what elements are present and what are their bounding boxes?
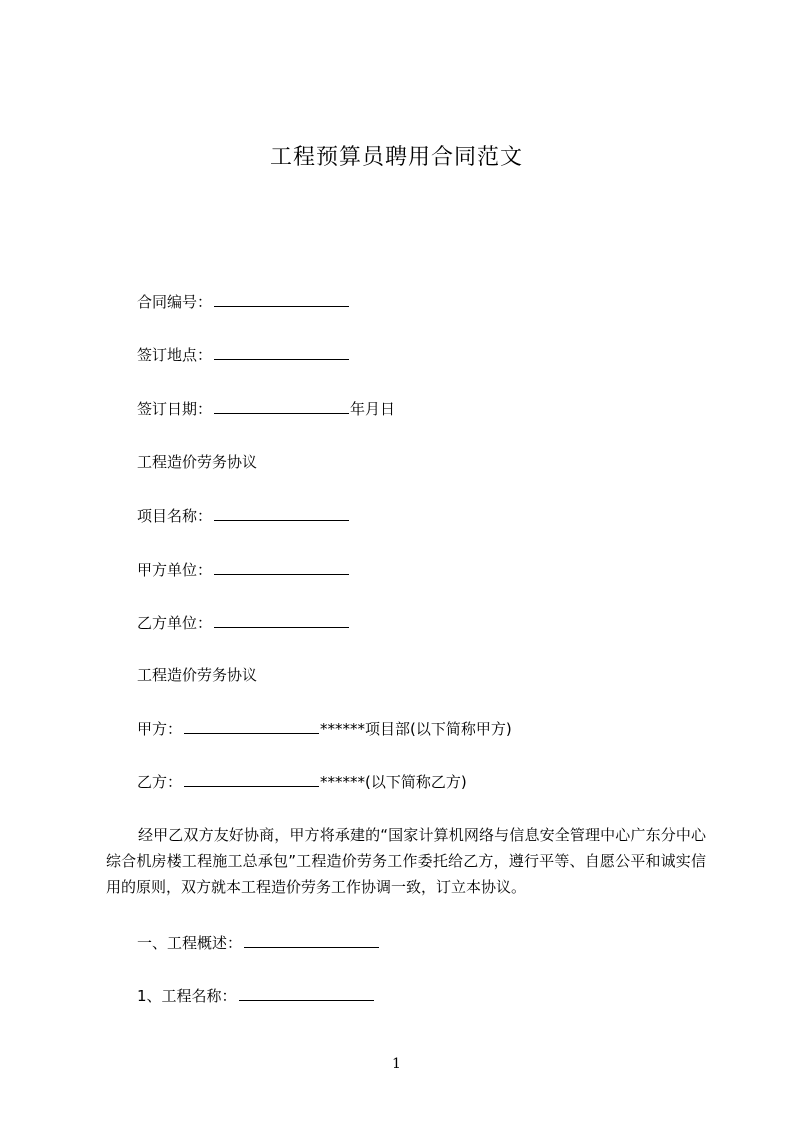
party-b-unit-blank[interactable]: [214, 612, 349, 628]
contract-no-line: [137, 291, 350, 312]
party-a-unit-label: 甲方单位：: [137, 561, 213, 579]
contract-no-blank[interactable]: [214, 291, 349, 307]
party-b-unit-line: [137, 612, 350, 633]
sign-date-line: [137, 398, 395, 419]
sign-place-label: 签订地点：: [137, 346, 213, 364]
item-1-line: [137, 985, 375, 1006]
agreement-heading-1: 工程造价劳务协议: [137, 453, 258, 471]
document-title: 工程预算员聘用合同范文: [269, 145, 523, 170]
section-1-line: [137, 932, 380, 953]
party-a-suffix: ******项目部(以下简称甲方): [320, 720, 512, 738]
section-1-label: 一、工程概述：: [137, 934, 243, 952]
project-name-label: 项目名称：: [137, 507, 213, 525]
party-b-blank[interactable]: [184, 771, 319, 787]
party-a-unit-blank[interactable]: [214, 559, 349, 575]
party-a-line: [137, 718, 512, 739]
agreement-heading-2: 工程造价劳务协议: [137, 666, 258, 684]
page-number: 1: [392, 1056, 401, 1072]
item-1-label: 1、工程名称：: [137, 987, 237, 1005]
sign-place-line: [137, 344, 350, 365]
sign-date-blank[interactable]: [214, 398, 349, 414]
party-a-blank[interactable]: [184, 718, 319, 734]
party-b-label: 乙方：: [137, 773, 183, 791]
sign-place-blank[interactable]: [214, 344, 349, 360]
item-1-blank[interactable]: [239, 985, 374, 1001]
party-b-line: [137, 771, 467, 792]
sign-date-label: 签订日期：: [137, 400, 213, 418]
project-name-blank[interactable]: [214, 505, 349, 521]
intro-paragraph: 经甲乙双方友好协商，甲方将承建的“国家计算机网络与信息安全管理中心广东分中心综合机房楼工程施工总承包”工程造价劳务工作委托给乙方，遵行平等、自愿公平和诚实信用的原则，双方就本工程造价劳务工作协调一致，订立本协议。: [106, 826, 706, 896]
sign-date-suffix: 年月日: [350, 400, 396, 418]
party-a-label: 甲方：: [137, 720, 183, 738]
section-1-blank[interactable]: [244, 932, 379, 948]
party-b-unit-label: 乙方单位：: [137, 614, 213, 632]
project-name-line: [137, 505, 350, 526]
contract-no-label: 合同编号：: [137, 293, 213, 311]
party-b-suffix: ******(以下简称乙方): [320, 773, 467, 791]
party-a-unit-line: [137, 559, 350, 580]
